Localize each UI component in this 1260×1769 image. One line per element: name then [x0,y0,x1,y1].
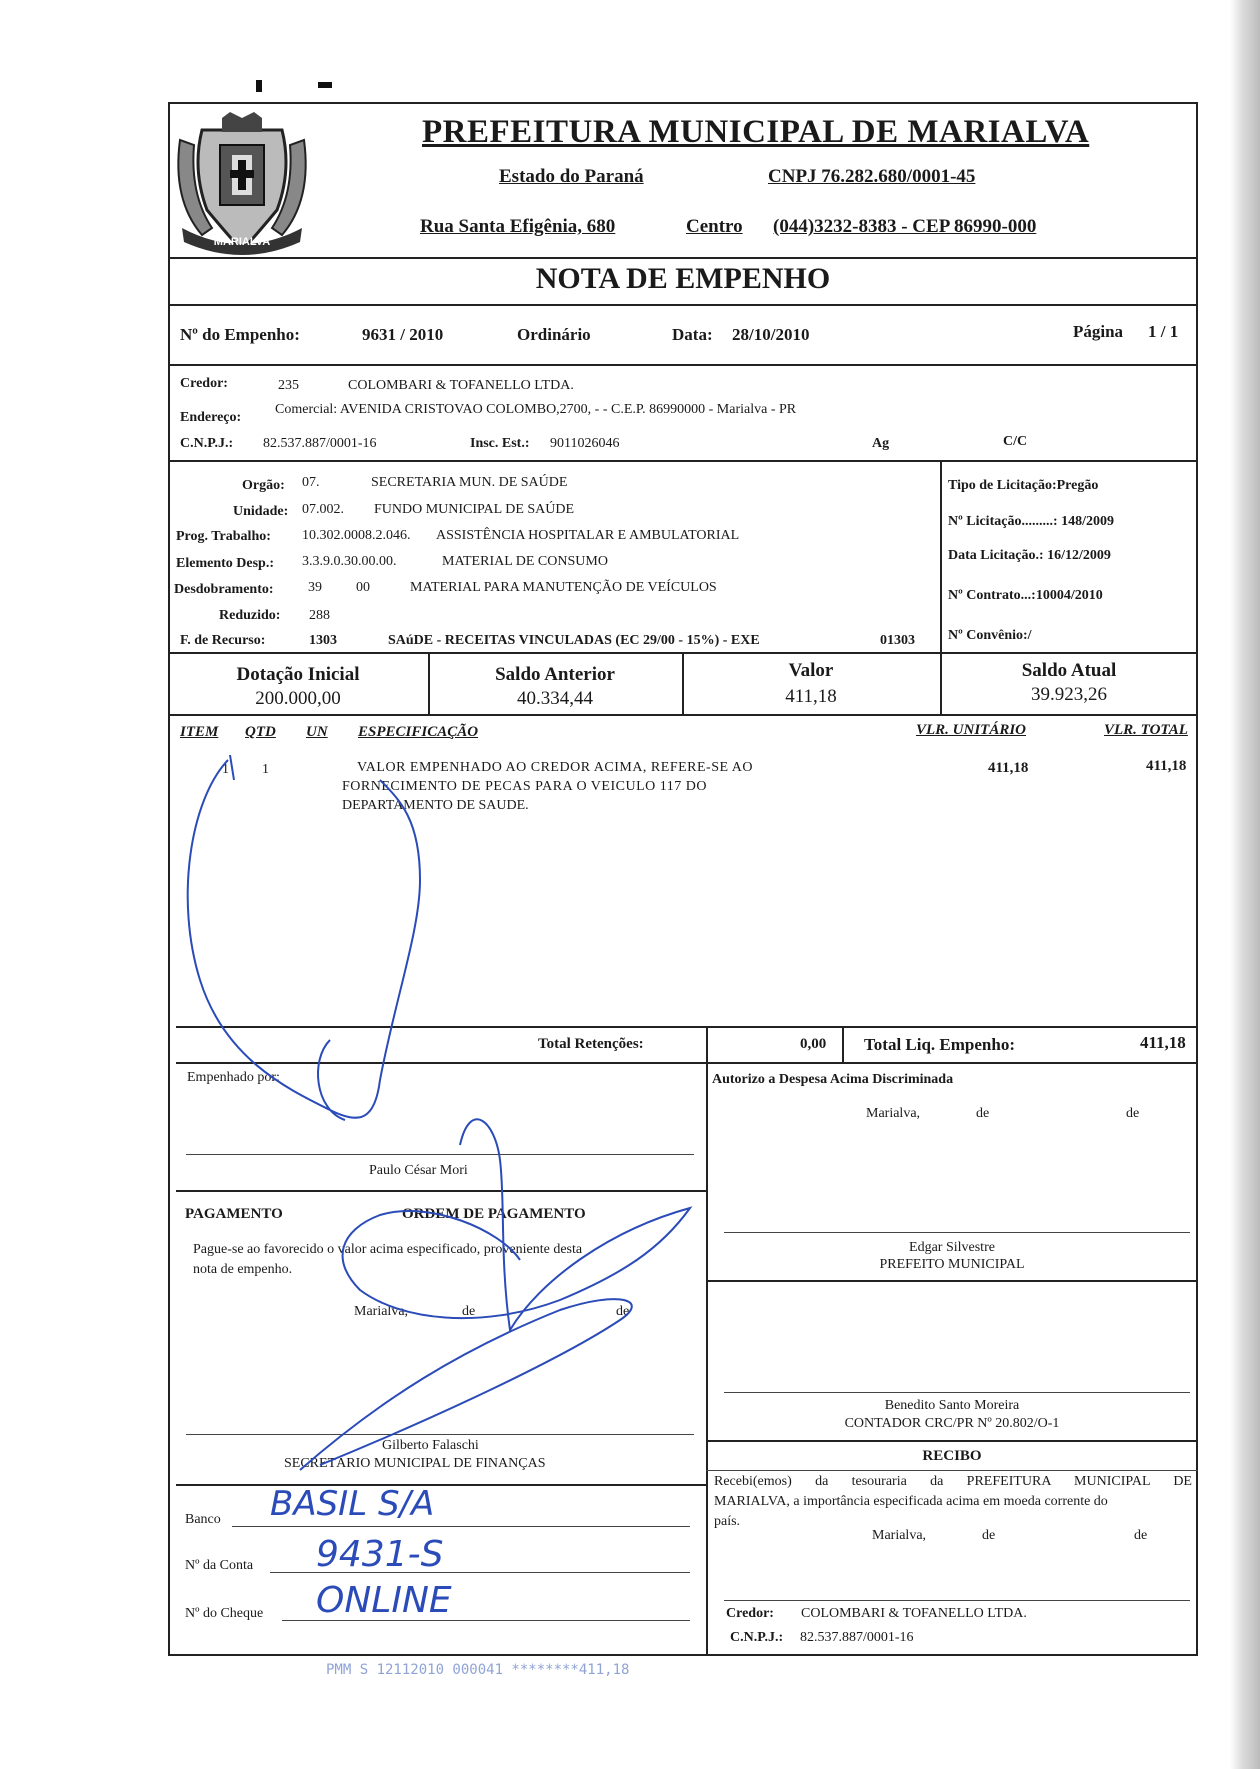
cnpj-label: C.N.P.J.: [180,436,234,451]
pagamento-text-line2: nota de empenho. [193,1262,293,1277]
insc-value: 9011026046 [550,436,620,451]
header-phone-cep: (044)3232-8383 - CEP 86990-000 [773,216,1037,237]
unidade-label: Unidade: [233,504,289,519]
recurso-code: 1303 [309,633,337,648]
valor-value: 411,18 [785,686,837,707]
recibo-text-line1: Recebi(emos) da tesouraria da PREFEITURA MUNICIPAL DE [714,1474,1192,1489]
cheque-label: Nº do Cheque [185,1606,264,1621]
autoriza-de-2: de [1126,1106,1140,1121]
dotacao-inicial-value: 200.000,00 [255,688,341,709]
page-label: Página [1073,322,1124,341]
header-district: Centro [686,216,743,237]
elemento-label: Elemento Desp.: [176,556,274,571]
col-vlr-total: VLR. TOTAL [1104,722,1188,738]
prog-name: ASSISTÊNCIA HOSPITALAR E AMBULATORIAL [436,528,740,543]
recibo-text-line3: país. [714,1514,741,1529]
pagamento-label: PAGAMENTO [185,1206,283,1222]
elemento-name: MATERIAL DE CONSUMO [442,554,608,569]
endereco-label: Endereço: [180,410,242,425]
numero-convenio: Nº Convênio:/ [948,628,1032,643]
recurso-number: 01303 [880,633,915,648]
insc-label: Insc. Est.: [470,436,530,451]
empenhado-por-label: Empenhado por: [187,1070,280,1085]
reduzido-label: Reduzido: [219,608,281,623]
recibo-label: RECIBO [922,1448,982,1464]
secretario-role: SECRETÁRIO MUNICIPAL DE FINANÇAS [284,1456,546,1471]
col-item: ITEM [180,724,219,740]
credor-label: Credor: [180,376,228,391]
total-retencoes-value: 0,00 [800,1036,827,1052]
desdobramento-label: Desdobramento: [174,582,274,597]
recurso-label: F. de Recurso: [180,633,266,648]
numero-contrato: Nº Contrato...:10004/2010 [948,588,1103,603]
autoriza-place: Marialva, [866,1106,921,1121]
empenho-date: 28/10/2010 [732,325,810,344]
contador-name: Benedito Santo Moreira [884,1398,1020,1413]
total-liquido-label: Total Liq. Empenho: [864,1035,1015,1054]
desdobramento-code: 39 [308,580,322,595]
empenho-number-label: Nº do Empenho: [180,325,300,344]
autoriza-de-1: de [976,1106,990,1121]
item-unit-value: 411,18 [988,760,1029,776]
page-number: 1 / 1 [1148,322,1179,341]
item-spec-line3: DEPARTAMENTO DE SAUDE. [342,798,529,813]
item-number: 1 [222,762,229,777]
secretario-name: Gilberto Falaschi [382,1438,479,1453]
date-label: Data: [672,325,713,344]
bank-stamp: PMM S 12112010 000041 ********411,18 [326,1662,630,1678]
item-spec-line1: VALOR EMPENHADO AO CREDOR ACIMA, REFERE-SE AO [357,760,754,775]
unidade-code: 07.002. [302,502,344,517]
empenho-number: 9631 / 2010 [362,325,444,344]
prefeito-role: PREFEITO MUNICIPAL [879,1257,1025,1272]
banco-handwritten[interactable]: BASIL S/A [270,1484,435,1524]
desdobramento-name: MATERIAL PARA MANUTENÇÃO DE VEÍCULOS [410,580,717,595]
recibo-de-2: de [1134,1528,1148,1543]
data-licitacao: Data Licitação.: 16/12/2009 [948,548,1111,563]
ordem-pagamento-label: ORDEM DE PAGAMENTO [402,1206,586,1222]
orgao-label: Orgão: [242,478,285,493]
autoriza-label: Autorizo a Despesa Acima Discriminada [712,1072,954,1087]
header-address: Rua Santa Efigênia, 680 [420,216,616,237]
numero-licitacao: Nº Licitação.........: 148/2009 [948,514,1114,529]
item-total-value: 411,18 [1146,758,1187,774]
recurso-name: SAúDE - RECEITAS VINCULADAS (EC 29/00 - 15%) - EXE [388,633,760,648]
dotacao-inicial-label: Dotação Inicial [236,664,360,685]
empenho-type: Ordinário [517,325,591,344]
valor-label: Valor [788,660,834,681]
item-qty: 1 [262,762,269,777]
contador-role: CONTADOR CRC/PR Nº 20.802/O-1 [844,1416,1060,1431]
credor-cnpj: 82.537.887/0001-16 [263,436,377,451]
conta-label: Nº da Conta [185,1558,254,1573]
saldo-anterior-label: Saldo Anterior [495,664,615,685]
document-title: NOTA DE EMPENHO [535,262,831,295]
tipo-licitacao: Tipo de Licitação:Pregão [948,478,1099,493]
saldo-anterior-value: 40.334,44 [517,688,593,709]
col-especificacao: ESPECIFICAÇÃO [358,724,479,740]
cc-label: C/C [1003,434,1028,449]
prog-code: 10.302.0008.2.046. [302,528,411,543]
state-name: Estado do Paraná [499,166,644,187]
total-retencoes-label: Total Retenções: [538,1036,644,1052]
saldo-atual-value: 39.923,26 [1031,684,1107,705]
desdobramento-sub: 00 [356,580,370,595]
credor-name: COLOMBARI & TOFANELLO LTDA. [348,378,574,393]
col-vlr-unitario: VLR. UNITÁRIO [916,722,1027,738]
pagamento-de-2: de [616,1304,630,1319]
credor-code: 235 [278,378,299,393]
pagamento-place: Marialva, [354,1304,409,1319]
municipality-title: PREFEITURA MUNICIPAL DE MARIALVA [422,114,1090,150]
seal-text: MARIALVA [213,236,271,248]
orgao-name: SECRETARIA MUN. DE SAÚDE [371,475,568,490]
recibo-credor-name: COLOMBARI & TOFANELLO LTDA. [801,1606,1027,1621]
header-cnpj: CNPJ 76.282.680/0001-45 [768,166,976,187]
pagamento-text-line1: Pague-se ao favorecido o valor acima especificado, proveniente desta [193,1242,583,1257]
recibo-cnpj: 82.537.887/0001-16 [800,1630,914,1645]
unidade-name: FUNDO MUNICIPAL DE SAÚDE [374,502,575,517]
conta-handwritten[interactable]: 9431-S [316,1534,444,1575]
prefeito-name: Edgar Silvestre [909,1240,995,1255]
cheque-handwritten[interactable]: ONLINE [316,1580,452,1621]
saldo-atual-label: Saldo Atual [1021,660,1117,681]
pagamento-de-1: de [462,1304,476,1319]
prog-label: Prog. Trabalho: [176,529,271,544]
recibo-place: Marialva, [872,1528,927,1543]
empenhado-por-name: Paulo César Mori [369,1163,468,1178]
recibo-de-1: de [982,1528,996,1543]
credor-address: Comercial: AVENIDA CRISTOVAO COLOMBO,2700, - - C.E.P. 86990000 - Marialva - PR [275,402,797,417]
total-liquido-value: 411,18 [1140,1033,1186,1052]
ag-label: Ag [872,436,890,451]
elemento-code: 3.3.9.0.30.00.00. [302,554,397,569]
col-qtd: QTD [245,724,276,740]
orgao-code: 07. [302,475,320,490]
col-un: UN [306,724,328,740]
banco-label: Banco [185,1512,221,1527]
recibo-text-line2: MARIALVA, a importância especificada acima em moeda corrente do [714,1494,1108,1509]
recibo-credor-label: Credor: [726,1606,774,1621]
item-spec-line2: FORNECIMENTO DE PECAS PARA O VEICULO 117 DO [342,779,707,794]
reduzido-value: 288 [309,608,330,623]
recibo-cnpj-label: C.N.P.J.: [730,1630,784,1645]
